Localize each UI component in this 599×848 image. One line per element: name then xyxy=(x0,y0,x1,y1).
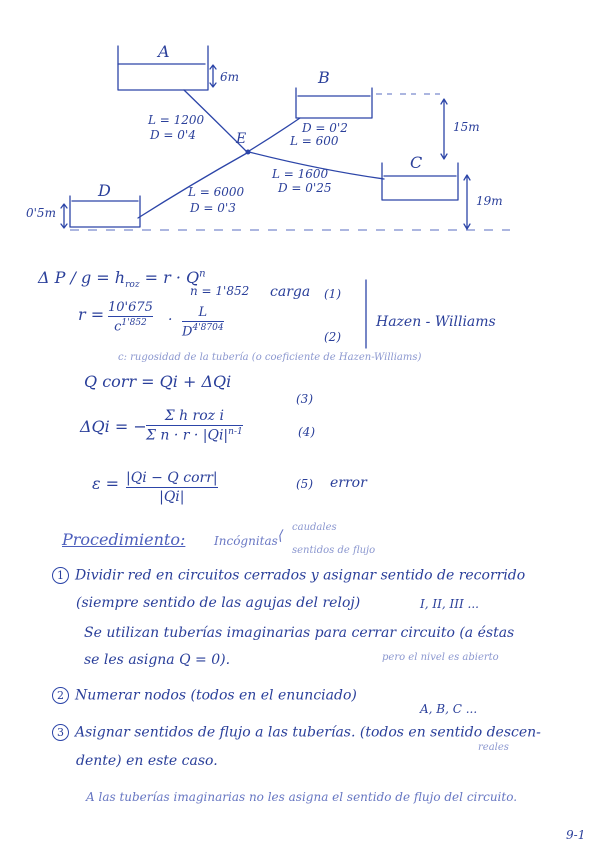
node-label-e: E xyxy=(236,131,247,147)
formula-2-dot: · xyxy=(168,312,173,328)
step-1-circuits: I, II, III ... xyxy=(420,597,479,611)
step-3-line-2: dente) en este caso. xyxy=(76,753,218,769)
formula-1-n: n = 1'852 xyxy=(190,284,250,298)
c-height-label: 19m xyxy=(476,194,503,208)
tank-label-b: B xyxy=(318,68,330,87)
procedure-title: Procedimiento: xyxy=(62,530,186,549)
step-2-number: 2 xyxy=(52,687,69,704)
formula-5-number: (5) xyxy=(296,477,313,491)
step-1-line-1: 1 Dividir red en circuitos cerrados y asignar sentido de recorrido xyxy=(52,567,525,584)
pipe-ae-diameter: D = 0'4 xyxy=(150,128,196,142)
pipe-be-diameter: D = 0'2 xyxy=(302,121,348,135)
reservoir-network-diagram xyxy=(0,0,599,250)
hazen-williams-label: Hazen - Williams xyxy=(376,314,496,330)
tank-label-a: A xyxy=(158,42,170,61)
step-2-nodes: A, B, C ... xyxy=(420,702,478,716)
d-height-arrow xyxy=(61,204,67,228)
formula-2-fraction-1: 10'675 $c^{1'852}$ xyxy=(108,300,153,335)
step-1-line-4: se les asigna Q = 0). xyxy=(84,652,231,668)
step-1-number: 1 xyxy=(52,567,69,584)
tank-label-c: C xyxy=(410,153,423,172)
formula-1-name: carga xyxy=(270,284,311,300)
formula-3-number: (3) xyxy=(296,392,313,406)
pipe-ce-length: L = 1600 xyxy=(272,167,329,181)
formula-1-number: (1) xyxy=(324,287,341,301)
tank-b xyxy=(296,88,372,118)
pipe-ce-diameter: D = 0'25 xyxy=(278,181,332,195)
b-c-height-arrow xyxy=(441,99,447,159)
hazen-williams-brace xyxy=(362,278,374,350)
c-datum-height-arrow xyxy=(464,175,470,229)
incognita-caudales: caudales xyxy=(292,522,337,533)
incognitas-brace: ⟨ xyxy=(278,528,284,544)
pipe-de-length: L = 6000 xyxy=(188,185,245,199)
step-1-note: pero el nivel es abierto xyxy=(382,652,499,663)
formula-1-lhs: Δ $P / g = h_{roz} = r \cdot Q^n$ xyxy=(38,268,206,291)
node-e-dot xyxy=(246,150,251,155)
d-height-label: 0'5m xyxy=(26,206,56,220)
tank-label-d: D xyxy=(98,181,111,200)
formula-5-lhs: ε = xyxy=(92,474,120,493)
step-1-line-3: Se utilizan tuberías imaginarias para cerrar circuito (a éstas xyxy=(84,625,515,641)
formula-2-r: r = xyxy=(78,305,105,324)
a-head-label: 6m xyxy=(220,70,240,84)
incognitas-label: Incógnitas xyxy=(214,534,278,548)
formula-2-number: (2) xyxy=(324,330,341,344)
step-3-note: reales xyxy=(478,742,509,753)
rugosity-note: c: rugosidad de la tubería (o coeficiente de Hazen-Williams) xyxy=(118,352,422,363)
formula-4-number: (4) xyxy=(298,425,315,439)
formula-4-lhs: ΔQi = − xyxy=(80,417,147,436)
step-3-line-1: 3 Asignar sentidos de flujo a las tuberías. (todos en sentido descen- xyxy=(52,724,541,741)
pipe-ae-length: L = 1200 xyxy=(148,113,205,127)
incognita-sentidos: sentidos de flujo xyxy=(292,545,376,556)
formula-5-fraction: |Qi − Q corr| |Qi| xyxy=(126,470,218,505)
b-c-height-label: 15m xyxy=(453,120,480,134)
formula-4-fraction: Σ h roz i Σ $n \cdot r \cdot |Qi|^{n-1}$ xyxy=(146,408,243,444)
step-3-number: 3 xyxy=(52,724,69,741)
formula-2-fraction-2: L $D^{4'8704}$ xyxy=(182,305,224,340)
formula-5-name: error xyxy=(330,475,367,491)
formula-3: Q corr = Qi + ΔQi xyxy=(84,372,232,391)
step-1-line-2: (siempre sentido de las agujas del reloj) xyxy=(76,595,361,611)
step-3-line-3: A las tuberías imaginarias no les asigna el sentido de flujo del circuito. xyxy=(86,790,518,804)
step-2-line: 2 Numerar nodos (todos en el enunciado) xyxy=(52,687,357,704)
tank-d xyxy=(70,196,140,227)
pipe-be-length: L = 600 xyxy=(290,134,339,148)
a-head-arrow xyxy=(210,65,216,87)
page-number: 9-1 xyxy=(566,828,586,842)
pipe-de-diameter: D = 0'3 xyxy=(190,201,236,215)
